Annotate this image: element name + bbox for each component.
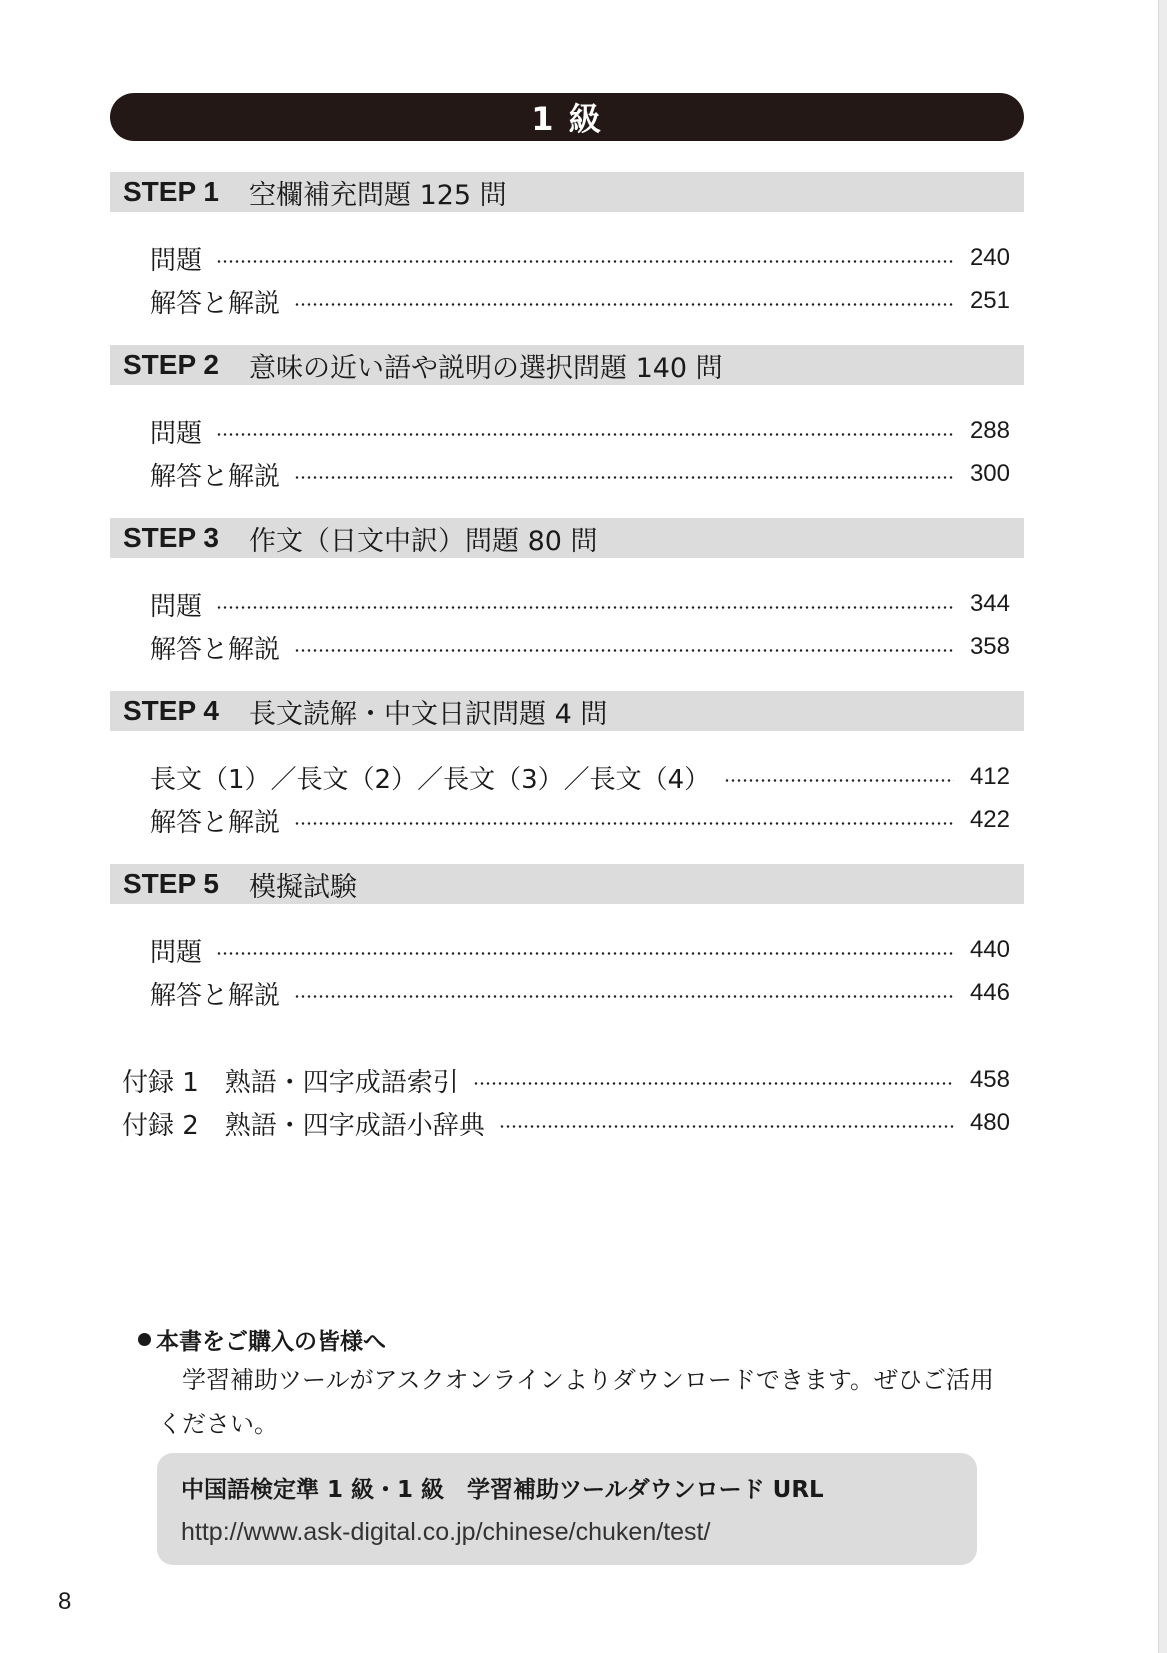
level-banner <box>110 93 1024 141</box>
dot-leader <box>216 606 954 609</box>
step-title: 意味の近い語や説明の選択問題 140 問 <box>248 352 723 384</box>
toc-label: 解答と解説 <box>150 980 281 1011</box>
step-title: 空欄補充問題 125 問 <box>248 179 507 211</box>
toc-page: 422 <box>969 806 1010 833</box>
toc-entry[interactable] <box>150 414 1010 448</box>
toc-page: 300 <box>969 460 1010 487</box>
step-title: 作文（日文中訳）問題 80 問 <box>248 525 598 557</box>
toc-page: 344 <box>969 590 1010 617</box>
step-5-header <box>110 864 1024 904</box>
step-4-header <box>110 691 1024 731</box>
toc-page: 480 <box>969 1109 1010 1136</box>
dot-leader <box>724 779 954 782</box>
dot-leader <box>216 260 954 263</box>
step-number: STEP 1 <box>123 176 219 207</box>
step-title: 模擬試験 <box>248 871 357 903</box>
toc-appendix-entry[interactable] <box>122 1063 1010 1097</box>
dot-leader <box>294 476 954 479</box>
toc-label: 解答と解説 <box>150 807 281 838</box>
step-title: 長文読解・中文日訳問題 4 問 <box>248 698 608 730</box>
dot-leader <box>294 649 954 652</box>
step-number: STEP 3 <box>123 522 219 553</box>
step-2-header <box>110 345 1024 385</box>
notice-heading-text: 本書をご購入の皆様へ <box>156 1329 386 1355</box>
dot-leader <box>473 1082 954 1085</box>
toc-label: 解答と解説 <box>150 461 281 492</box>
toc-page: 240 <box>969 244 1010 271</box>
toc-label: 解答と解説 <box>150 634 281 665</box>
toc-entry[interactable] <box>150 976 1010 1010</box>
toc-label: 長文（1）／長文（2）／長文（3）／長文（4） <box>150 764 711 795</box>
toc-entry[interactable] <box>150 630 1010 664</box>
dot-leader <box>216 952 954 955</box>
toc-page: 458 <box>969 1066 1010 1093</box>
toc-entry[interactable] <box>150 284 1010 318</box>
toc-entry[interactable] <box>150 760 1010 794</box>
dot-leader <box>499 1125 954 1128</box>
page-edge <box>1158 0 1167 1653</box>
toc-page: 440 <box>969 936 1010 963</box>
step-number: STEP 4 <box>123 695 219 726</box>
toc-entry[interactable] <box>150 933 1010 967</box>
toc-entry[interactable] <box>150 457 1010 491</box>
toc-label: 問題 <box>150 591 203 622</box>
toc-label: 問題 <box>150 937 203 968</box>
dot-leader <box>294 822 954 825</box>
toc-label: 付録 1 熟語・四字成語索引 <box>122 1067 459 1098</box>
step-number: STEP 2 <box>123 349 219 380</box>
page-number: 8 <box>58 1588 72 1615</box>
toc-label: 解答と解説 <box>150 288 281 319</box>
dot-leader <box>294 303 954 306</box>
toc-page: 251 <box>969 287 1010 314</box>
toc-page: 412 <box>969 763 1010 790</box>
toc-label: 問題 <box>150 418 203 449</box>
toc-label: 問題 <box>150 245 203 276</box>
toc-page: 288 <box>969 417 1010 444</box>
download-url-link[interactable]: http://www.ask-digital.co.jp/chinese/chuken/test/ <box>181 1518 711 1546</box>
level-title: 1 級 <box>531 100 603 138</box>
toc-entry[interactable] <box>150 803 1010 837</box>
step-1-header <box>110 172 1024 212</box>
toc-appendix-entry[interactable] <box>122 1106 1010 1140</box>
bullet-icon <box>138 1333 151 1346</box>
notice-body: 学習補助ツールがアスクオンラインよりダウンロードできます。ぜひご活用ください。 <box>158 1366 994 1438</box>
toc-label: 付録 2 熟語・四字成語小辞典 <box>122 1110 485 1141</box>
toc-entry[interactable] <box>150 241 1010 275</box>
dot-leader <box>294 995 954 998</box>
download-title: 中国語検定準 1 級・1 級 学習補助ツールダウンロード URL <box>181 1477 824 1503</box>
step-number: STEP 5 <box>123 868 219 899</box>
step-3-header <box>110 518 1024 558</box>
toc-entry[interactable] <box>150 587 1010 621</box>
dot-leader <box>216 433 954 436</box>
toc-page: 358 <box>969 633 1010 660</box>
download-url-box <box>157 1453 977 1565</box>
notice-heading <box>138 1323 386 1356</box>
toc-page: 446 <box>969 979 1010 1006</box>
